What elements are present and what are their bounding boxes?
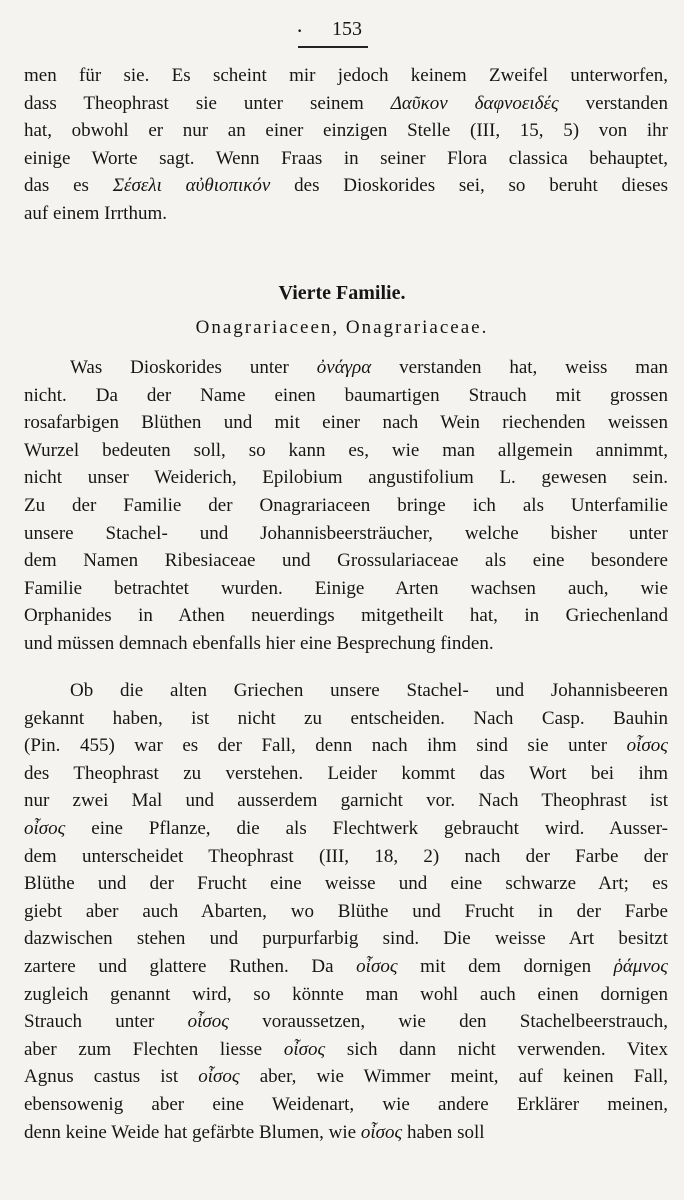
text-run: denn keine Weide hat gefärbte Blumen, wie (24, 1121, 361, 1143)
text-run: aber zum Flechten liesse (24, 1038, 284, 1060)
text-run: zugleich genannt wird, so könnte man wohl auch einen dornigen (24, 983, 668, 1005)
text-run: ebensowenig aber eine Weidenart, wie andere Erklärer meinen, (24, 1093, 668, 1115)
text-line (24, 870, 668, 898)
text-line (24, 382, 668, 410)
text-run: Zu der Familie der Onagrariaceen bringe ich als Unterfamilie (24, 494, 668, 516)
text-line (24, 1119, 668, 1147)
text-run: Wurzel bedeuten soll, so kann es, wie man allgemein annimmt, (24, 439, 668, 461)
text-line (24, 575, 668, 603)
text-line (24, 172, 668, 200)
text-line (24, 492, 668, 520)
text-run: dass Theophrast sie unter seinem (24, 92, 391, 114)
text-line (24, 62, 668, 90)
greek-term: ῥάμνος (613, 955, 668, 977)
page-header (0, 14, 684, 44)
text-run: das es (24, 175, 113, 197)
text-line (24, 117, 668, 145)
text-run: Was Dioskorides unter (70, 357, 317, 378)
text-run: mit dem dornigen (397, 955, 614, 977)
greek-term: οἶσος (360, 1121, 403, 1143)
text-line (24, 437, 668, 465)
text-line (24, 705, 668, 733)
text-run: hat, obwohl er nur an einer einzigen Stelle (III, 15, 5) von ihr (24, 120, 668, 142)
text-line (24, 1036, 668, 1064)
paragraph-continuation (24, 62, 668, 228)
text-run: verstanden hat, weiss man (371, 357, 668, 378)
text-run: Orphanides in Athen neuerdings mitgetheilt hat, in Griechenland (24, 605, 668, 627)
text-run: voraussetzen, wie den Stachelbeerstrauch, (228, 1011, 668, 1033)
text-run: nur zwei Mal und ausserdem garnicht vor. Nach Theophrast ist (24, 790, 668, 812)
text-run: men für sie. Es scheint mir jedoch keinem Zweifel unterworfen, (24, 65, 668, 86)
text-run: des Dioskorides sei, so beruht dieses (270, 175, 668, 197)
text-line (24, 760, 668, 788)
text-line (24, 145, 668, 173)
text-line (24, 547, 668, 575)
text-run: Agnus castus ist (24, 1066, 199, 1088)
section-subheading: Onagrariaceen, Onagrariaceae. (195, 317, 489, 338)
text-line (24, 630, 668, 658)
text-run: einige Worte sagt. Wenn Fraas in seiner Flora classica behauptet, (24, 147, 668, 169)
greek-term: οἶσος (356, 955, 398, 977)
text-line (24, 409, 668, 437)
text-run: (Pin. 455) war es der Fall, denn nach ihm sind sie unter (24, 735, 627, 757)
text-run: dem unterscheidet Theophrast (III, 18, 2) nach der Farbe der (24, 845, 668, 867)
text-run: gekannt haben, ist nicht zu entscheiden. Nach Casp. Bauhin (24, 707, 668, 729)
text-run: haben soll (402, 1121, 485, 1143)
text-run: Strauch unter (24, 1011, 188, 1033)
text-run: dem Namen Ribesiaceae und Grossulariaceae als eine besondere (24, 550, 668, 572)
text-run: Blüthe und der Frucht eine weisse und eine schwarze Art; es (24, 873, 668, 895)
paragraph-oisos (24, 677, 668, 1146)
text-run: Familie betrachtet wurden. Einige Arten wachsen auch, wie (24, 577, 668, 599)
text-run: aber, wie Wimmer meint, auf keinen Fall, (239, 1066, 668, 1088)
text-line (24, 200, 668, 228)
text-line (24, 1063, 668, 1091)
text-run: verstanden (558, 92, 668, 114)
greek-term: οἶσος (283, 1038, 326, 1060)
text-line (24, 354, 668, 382)
text-run: sich dann nicht verwenden. Vitex (325, 1038, 668, 1060)
header-rule (298, 46, 368, 48)
text-run: rosafarbigen Blüthen und mit einer nach Wein riechenden weissen (24, 412, 668, 434)
greek-term: οἶσος (198, 1066, 240, 1088)
page-number: 153 (332, 18, 362, 40)
text-line (24, 464, 668, 492)
text-line (24, 677, 668, 705)
text-line (24, 981, 668, 1009)
text-line (24, 787, 668, 815)
header-dot: · (296, 18, 304, 43)
text-run: dazwischen stehen und purpurfarbig sind. Die weisse Art besitzt (24, 928, 668, 950)
text-run: des Theophrast zu verstehen. Leider kommt das Wort bei ihm (24, 762, 668, 784)
text-run: zartere und glattere Ruthen. Da (24, 955, 357, 977)
text-line (24, 953, 668, 981)
text-line (24, 1091, 668, 1119)
greek-term: οἶσος (626, 735, 668, 757)
text-line (24, 843, 668, 871)
text-run: auf einem Irrthum. (24, 202, 167, 224)
text-line (24, 520, 668, 548)
text-line (24, 732, 668, 760)
text-line (24, 898, 668, 926)
text-line (24, 815, 668, 843)
text-run: unsere Stachel- und Johannisbeersträucher, welche bisher unter (24, 522, 668, 544)
greek-term: ὀνάγρα (316, 357, 372, 378)
text-run: nicht unser Weiderich, Epilobium angustifolium L. gewesen sein. (24, 467, 668, 489)
text-run: eine Pflanze, die als Flechtwerk gebraucht wird. Ausser- (65, 817, 668, 839)
greek-term: Δαῦκον δαφνοειδές (390, 92, 559, 114)
greek-term: Σέσελι αὐθιοπικόν (112, 175, 271, 197)
section-heading: Vierte Familie. (278, 282, 406, 304)
text-line (24, 1008, 668, 1036)
greek-term: οἶσος (24, 817, 66, 839)
text-line (24, 602, 668, 630)
text-run: Ob die alten Griechen unsere Stachel- und Johannisbeeren (70, 680, 668, 701)
text-run: und müssen demnach ebenfalls hier eine Besprechung finden. (24, 632, 494, 654)
text-run: giebt aber auch Abarten, wo Blüthe und Frucht in der Farbe (24, 900, 668, 922)
text-line (24, 925, 668, 953)
text-run: nicht. Da der Name einen baumartigen Strauch mit grossen (24, 384, 668, 406)
greek-term: οἶσος (187, 1011, 229, 1033)
paragraph-onagra (24, 354, 668, 658)
text-line (24, 90, 668, 118)
